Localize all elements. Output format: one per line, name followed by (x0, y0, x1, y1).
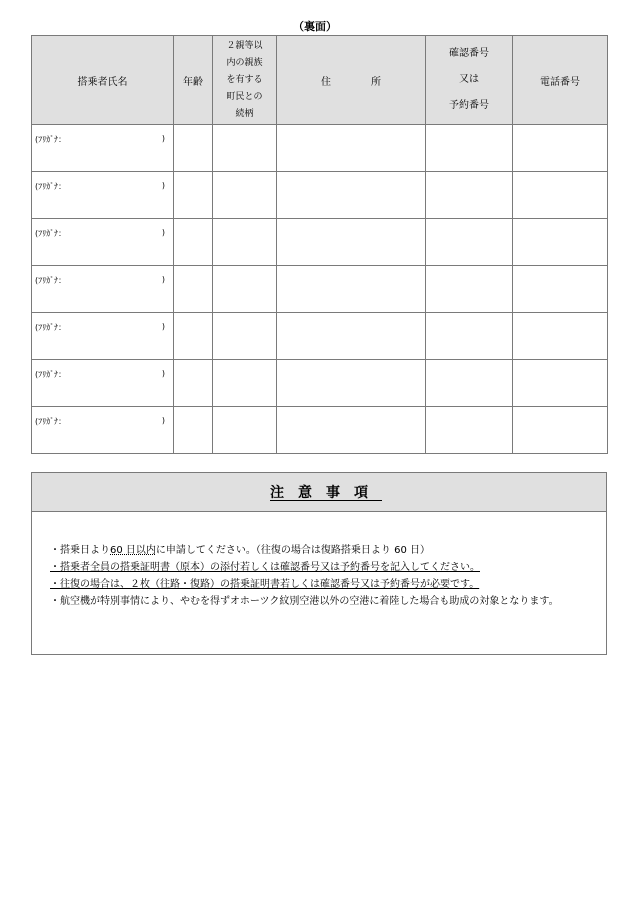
furigana-open: (ﾌﾘｶﾞﾅ： (35, 370, 67, 379)
table-row (32, 266, 608, 313)
confirmation-cell[interactable] (426, 172, 513, 219)
passenger-table (31, 35, 608, 454)
table-row (32, 219, 608, 266)
header-address-part: 住 (321, 76, 331, 88)
relation-cell[interactable] (213, 407, 277, 454)
phone-cell[interactable] (513, 360, 608, 407)
header-relation-line: 町民との (226, 91, 263, 102)
header-confirmation-line: 又は (459, 74, 479, 85)
table-row (32, 407, 608, 454)
age-cell[interactable] (174, 313, 213, 360)
furigana-label (32, 407, 173, 427)
table-row (32, 360, 608, 407)
address-cell[interactable] (277, 407, 426, 454)
furigana-close: ) (161, 416, 165, 425)
address-cell[interactable] (277, 266, 426, 313)
relation-cell[interactable] (213, 125, 277, 172)
table-header-row (32, 36, 608, 125)
name-cell[interactable] (32, 172, 174, 219)
furigana-label (32, 125, 173, 145)
notice-item (50, 542, 600, 559)
header-phone: 電話番号 (513, 36, 608, 125)
address-cell[interactable] (277, 219, 426, 266)
relation-cell[interactable] (213, 266, 277, 313)
phone-cell[interactable] (513, 172, 608, 219)
confirmation-cell[interactable] (426, 313, 513, 360)
age-cell[interactable] (174, 219, 213, 266)
notice-item: ・往復の場合は、２枚（往路・復路）の搭乗証明書若しくは確認番号又は予約番号が必要です。 (50, 579, 480, 590)
table-row (32, 125, 608, 172)
relation-cell[interactable] (213, 360, 277, 407)
phone-cell[interactable] (513, 407, 608, 454)
confirmation-cell[interactable] (426, 407, 513, 454)
address-cell[interactable] (277, 360, 426, 407)
furigana-close: ) (161, 181, 165, 190)
notice-item-text: に申請してください。（往復の場合は復路搭乗日より 60 日） (155, 545, 430, 556)
name-cell[interactable] (32, 313, 174, 360)
furigana-open: (ﾌﾘｶﾞﾅ： (35, 323, 67, 332)
furigana-open: (ﾌﾘｶﾞﾅ： (35, 417, 67, 426)
header-relation (213, 36, 277, 125)
age-cell[interactable] (174, 125, 213, 172)
header-confirmation-line: 予約番号 (449, 100, 489, 111)
confirmation-cell[interactable] (426, 219, 513, 266)
furigana-close: ) (161, 228, 165, 237)
furigana-label (32, 313, 173, 333)
relation-cell[interactable] (213, 219, 277, 266)
name-cell[interactable] (32, 219, 174, 266)
furigana-open: (ﾌﾘｶﾞﾅ： (35, 135, 67, 144)
header-relation-line: 内の親族 (226, 57, 263, 68)
name-cell[interactable] (32, 407, 174, 454)
furigana-close: ) (161, 134, 165, 143)
phone-cell[interactable] (513, 313, 608, 360)
name-cell[interactable] (32, 125, 174, 172)
furigana-label (32, 266, 173, 286)
name-cell[interactable] (32, 266, 174, 313)
age-cell[interactable] (174, 407, 213, 454)
furigana-label (32, 172, 173, 192)
name-cell[interactable] (32, 360, 174, 407)
phone-cell[interactable] (513, 219, 608, 266)
header-address (277, 36, 426, 125)
header-relation-line: を有する (226, 74, 263, 85)
confirmation-cell[interactable] (426, 266, 513, 313)
notice-header (32, 473, 606, 512)
address-cell[interactable] (277, 172, 426, 219)
furigana-label (32, 219, 173, 239)
notice-title: 注意事項 (270, 485, 382, 501)
phone-cell[interactable] (513, 125, 608, 172)
notice-box (31, 472, 607, 655)
header-passenger-name: 搭乗者氏名 (32, 36, 174, 125)
header-relation-line: 続柄 (235, 108, 254, 119)
relation-cell[interactable] (213, 313, 277, 360)
header-address-part: 所 (371, 76, 381, 88)
notice-item-emphasis: 60 日以内 (110, 545, 156, 556)
age-cell[interactable] (174, 360, 213, 407)
notice-item: ・航空機が特別事情により、やむを得ずオホーツク紋別空港以外の空港に着陸した場合も助成の対象となります。 (50, 596, 559, 607)
page-title: （裏面） (293, 20, 337, 33)
age-cell[interactable] (174, 172, 213, 219)
notice-item: ・搭乗者全員の搭乗証明書（原本）の添付若しくは確認番号又は予約番号を記入してください。 (50, 562, 480, 573)
age-cell[interactable] (174, 266, 213, 313)
furigana-close: ) (161, 369, 165, 378)
furigana-label (32, 360, 173, 380)
address-cell[interactable] (277, 125, 426, 172)
confirmation-cell[interactable] (426, 360, 513, 407)
furigana-close: ) (161, 322, 165, 331)
phone-cell[interactable] (513, 266, 608, 313)
notice-body (32, 512, 606, 610)
furigana-open: (ﾌﾘｶﾞﾅ： (35, 276, 67, 285)
header-relation-line: ２親等以 (226, 40, 263, 51)
confirmation-cell[interactable] (426, 125, 513, 172)
table-row (32, 313, 608, 360)
furigana-close: ) (161, 275, 165, 284)
header-confirmation-number (426, 36, 513, 125)
address-cell[interactable] (277, 313, 426, 360)
header-age: 年齢 (174, 36, 213, 125)
relation-cell[interactable] (213, 172, 277, 219)
notice-item-text: ・搭乗日より (50, 545, 110, 556)
table-row (32, 172, 608, 219)
furigana-open: (ﾌﾘｶﾞﾅ： (35, 229, 67, 238)
furigana-open: (ﾌﾘｶﾞﾅ： (35, 182, 67, 191)
header-confirmation-line: 確認番号 (449, 48, 489, 59)
